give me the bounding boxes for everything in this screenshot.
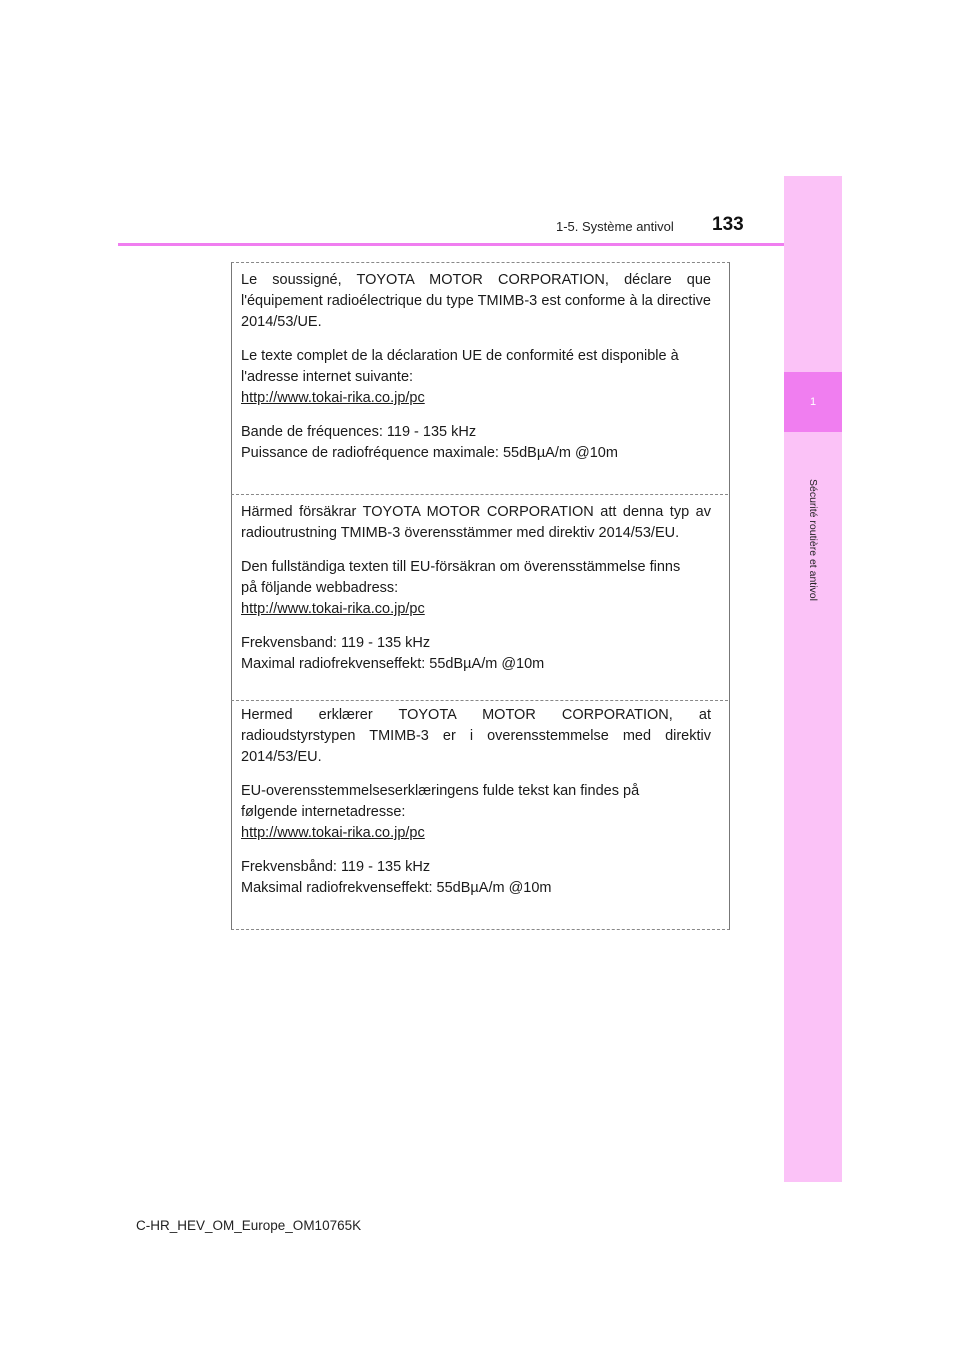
swedish-power: Maximal radiofrekvenseffekt: 55dBµA/m @10m <box>241 656 545 672</box>
side-tab-label-text: Sécurité routière et antivol <box>807 479 819 601</box>
swedish-link[interactable]: http://www.tokai-rika.co.jp/pc <box>241 601 425 617</box>
french-power: Puissance de radiofréquence maximale: 55dBµA/m @10m <box>241 445 618 461</box>
section-divider <box>231 700 728 701</box>
swedish-frequency: Frekvensband: 119 - 135 kHz <box>241 635 431 651</box>
danish-power: Maksimal radiofrekvenseffekt: 55dBµA/m @10m <box>241 880 552 896</box>
danish-declaration <box>241 705 711 899</box>
danish-availability-line1: EU-overensstemmelseserklæringens fulde tekst kan findes på <box>241 783 640 799</box>
french-availability-line1: Le texte complet de la déclaration UE de conformité est disponible à <box>241 348 679 364</box>
french-statement: Le soussigné, TOYOTA MOTOR CORPORATION, déclare que l'équipement radioélectrique du type TMIMB-3 est conforme à la directive 2014/53/UE. <box>241 272 711 330</box>
danish-frequency: Frekvensbånd: 119 - 135 kHz <box>241 859 431 875</box>
side-tab <box>784 176 842 1182</box>
side-tab-chapter-number: 1 <box>784 372 842 432</box>
swedish-statement: Härmed försäkrar TOYOTA MOTOR CORPORATION att denna typ av radioutrustning TMIMB-3 överensstämmer med direktiv 2014/53/EU. <box>241 504 711 541</box>
swedish-availability-line2: på följande webbadress: <box>241 580 399 596</box>
page-number: 133 <box>712 214 744 235</box>
header-rule <box>118 243 784 246</box>
french-frequency: Bande de fréquences: 119 - 135 kHz <box>241 424 477 440</box>
french-availability-line2: l'adresse internet suivante: <box>241 369 414 385</box>
french-link[interactable]: http://www.tokai-rika.co.jp/pc <box>241 390 425 406</box>
french-declaration <box>241 270 711 464</box>
danish-availability-line2: følgende internetadresse: <box>241 804 406 820</box>
document-code: C-HR_HEV_OM_Europe_OM10765K <box>136 1218 362 1233</box>
side-tab-label <box>786 440 840 640</box>
section-divider <box>231 494 728 495</box>
danish-link[interactable]: http://www.tokai-rika.co.jp/pc <box>241 825 425 841</box>
swedish-declaration <box>241 502 711 675</box>
swedish-availability-line1: Den fullständiga texten till EU-försäkran om överensstämmelse finns <box>241 559 681 575</box>
section-title: 1-5. Système antivol <box>556 219 674 234</box>
danish-statement: Hermed erklærer TOYOTA MOTOR CORPORATION, at radioudstyrstypen TMIMB-3 er i overensstemmelse med direktiv 2014/53/EU. <box>241 707 711 765</box>
